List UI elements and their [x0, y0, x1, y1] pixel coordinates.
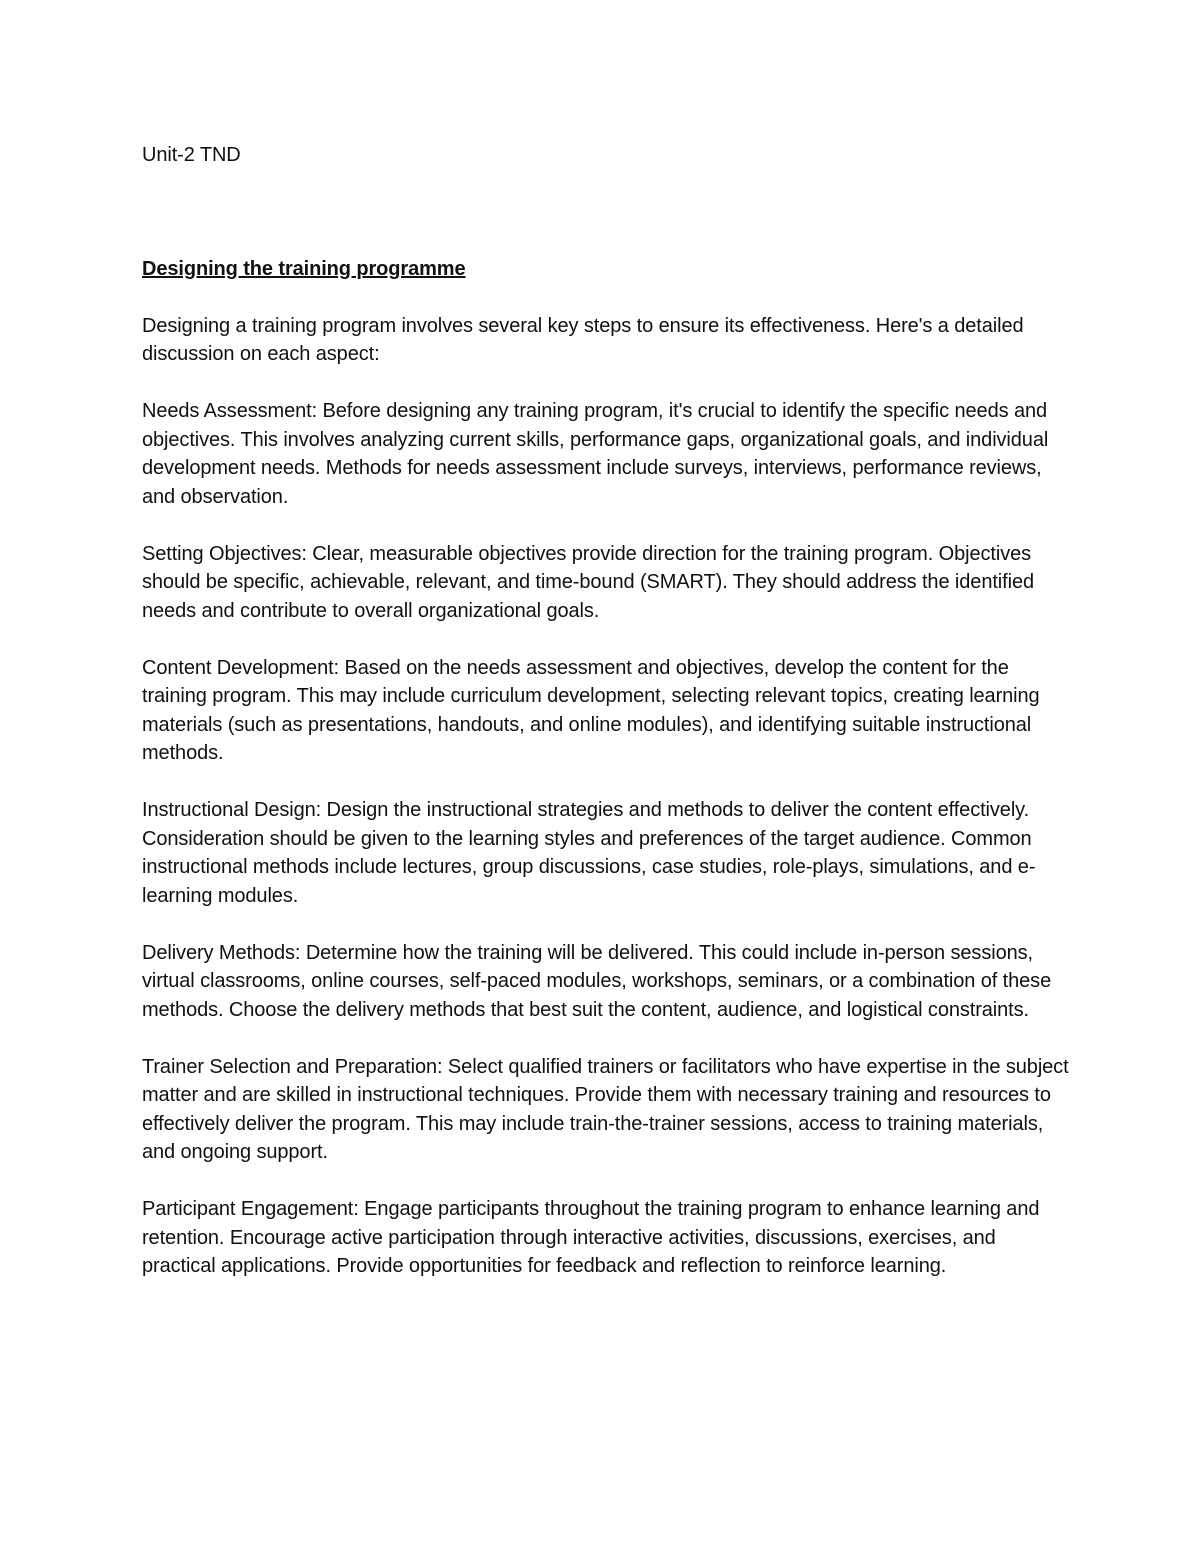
- paragraph-participant-engagement: Participant Engagement: Engage participants throughout the training program to enhance learning and retention. Encourage active participation through interactive activities, discussions, exercises, and practical applications. Provide opportunities for feedback and reflection to reinforce learning.: [142, 1198, 1040, 1277]
- paragraph-needs-assessment: Needs Assessment: Before designing any training program, it's crucial to identify the specific needs and objectives. This involves analyzing current skills, performance gaps, organizational goals, and individual development needs. Methods for needs assessment include surveys, interviews, performance reviews, and observation.: [142, 400, 1049, 508]
- paragraph-trainer-selection: Trainer Selection and Preparation: Select qualified trainers or facilitators who have expertise in the subject matter and are skilled in instructional techniques. Provide them with necessary training and resources to effectively deliver the program. This may include train-the-trainer sessions, access to training materials, and ongoing support.: [142, 1055, 1069, 1163]
- unit-label: Unit-2 TND: [142, 144, 241, 166]
- paragraph-content-development: Content Development: Based on the needs assessment and objectives, develop the content for the training program. This may include curriculum development, selecting relevant topics, creating learning materials (such as presentations, handouts, and online modules), and identifying suitable instructional methods.: [142, 656, 1040, 764]
- paragraph-setting-objectives: Setting Objectives: Clear, measurable objectives provide direction for the training program. Objectives should be specific, achievable, relevant, and time-bound (SMART). They should address the identified needs and contribute to overall organizational goals.: [142, 542, 1034, 622]
- paragraph-instructional-design: Instructional Design: Design the instructional strategies and methods to deliver the content effectively. Consideration should be given to the learning styles and preferences of the target audience. Common instructional methods include lectures, group discussions, case studies, role-plays, simulations, and e-learning modules.: [142, 799, 1036, 907]
- paragraph-delivery-methods: Delivery Methods: Determine how the training will be delivered. This could include in-person sessions, virtual classrooms, online courses, self-paced modules, workshops, seminars, or a combination of these methods. Choose the delivery methods that best suit the content, audience, and logistical constraints.: [142, 941, 1052, 1021]
- section-heading: Designing the training programme: [142, 257, 466, 280]
- document-page: [142, 141, 1072, 1281]
- paragraph-intro: Designing a training program involves several key steps to ensure its effectiveness. Here's a detailed discussion on each aspect:: [142, 314, 1024, 365]
